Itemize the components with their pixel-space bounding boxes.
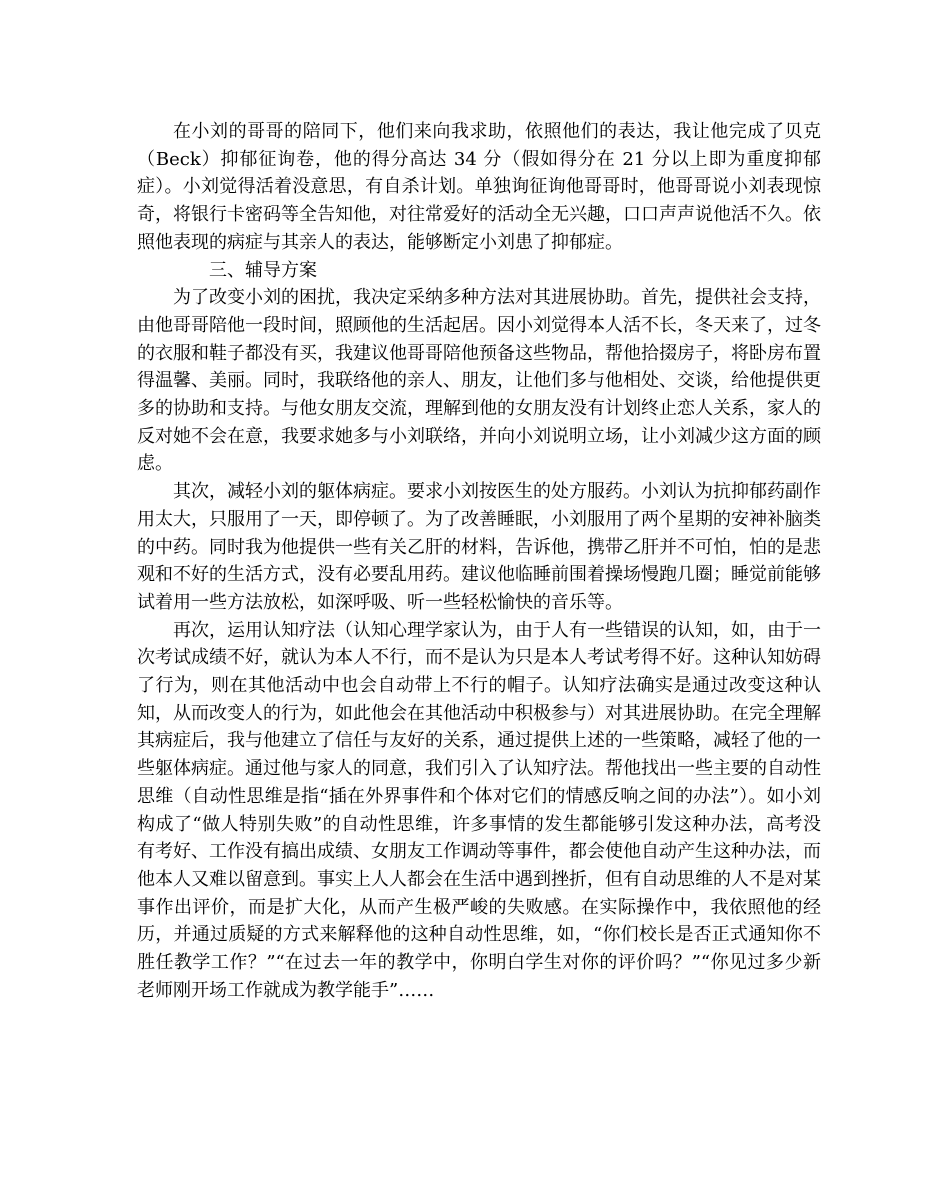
section-heading: 三、辅导方案 xyxy=(209,259,317,281)
paragraph-social-support: 为了改变小刘的困扰，我决定采纳多种方法对其进展协助。首先，提供社会支持，由他哥哥陪他一段时间，照顾他的生活起居。因小刘觉得本人活不长，冬天来了，过冬的衣服和鞋子都没有买，我建议他哥哥陪他预备这些物品，帮他拾掇房子，将卧房布置得温馨、美丽。同时，我联络他的亲人、朋友，让他们多与他相处、交谈，给他提供更多的协助和支持。与他女朋友交流，理解到他的女朋友没有计划终止恋人关系，家人的反对她不会在意，我要求她多与小刘联络，并向小刘说明立场，让小刘减少这方面的顾虑。 xyxy=(137,287,821,475)
paragraph-diagnosis: 在小刘的哥哥的陪同下，他们来向我求助，依照他们的表达，我让他完成了贝克（Beck）抑郁征询卷，他的得分高达 34 分（假如得分在 21 分以上即为重度抑郁症）。小刘觉得活着没意思，有自杀计划。单独询征询他哥哥时，他哥哥说小刘表现惊奇，将银行卡密码等全告知他，对往常爱好的活动全无兴趣，口口声声说他活不久。依照他表现的病症与其亲人的表达，能够断定小刘患了抑郁症。 xyxy=(137,121,821,253)
document-body xyxy=(137,118,821,1005)
paragraph-physical-symptoms: 其次，减轻小刘的躯体病症。要求小刘按医生的处方服药。小刘认为抗抑郁药副作用太大，只服用了一天，即停顿了。为了改善睡眠，小刘服用了两个星期的安神补脑类的中药。同时我为他提供一些有关乙肝的材料，告诉他，携带乙肝并不可怕，怕的是悲观和不好的生活方式，没有必要乱用药。建议他临睡前围着操场慢跑几圈；睡觉前能够试着用一些方法放松，如深呼吸、听一些轻松愉快的音乐等。 xyxy=(137,481,821,613)
paragraph-cognitive-therapy: 再次，运用认知疗法（认知心理学家认为，由于人有一些错误的认知，如，由于一次考试成绩不好，就认为本人不行，而不是认为只是本人考试考得不好。这种认知妨碍了行为，则在其他活动中也会自动带上不行的帽子。认知疗法确实是通过改变这种认知，从而改变人的行为，如此他会在其他活动中积极参与）对其进展协助。在完全理解其病症后，我与他建立了信任与友好的关系，通过提供上述的一些策略，减轻了他的一些躯体病症。通过他与家人的同意，我们引入了认知疗法。帮他找出一些主要的自动性思维（自动性思维是指“插在外界事件和个体对它们的情感反响之间的办法”）。如小刘构成了“做人特别失败”的自动性思维，许多事情的发生都能够引发这种办法，高考没有考好、工作没有搞出成绩、女朋友工作调动等事件，都会使他自动产生这种办法，而他本人又难以留意到。事实上人人都会在生活中遇到挫折，但有自动思维的人不是对某事作出评价，而是扩大化，从而产生极严峻的失败感。在实际操作中，我依照他的经历，并通过质疑的方式来解释他的这种自动性思维，如，“你们校长是否正式通知你不胜任教学工作？”“在过去一年的教学中，你明白学生对你的评价吗？”“你见过多少新老师刚开场工作就成为教学能手”…… xyxy=(137,619,821,1001)
